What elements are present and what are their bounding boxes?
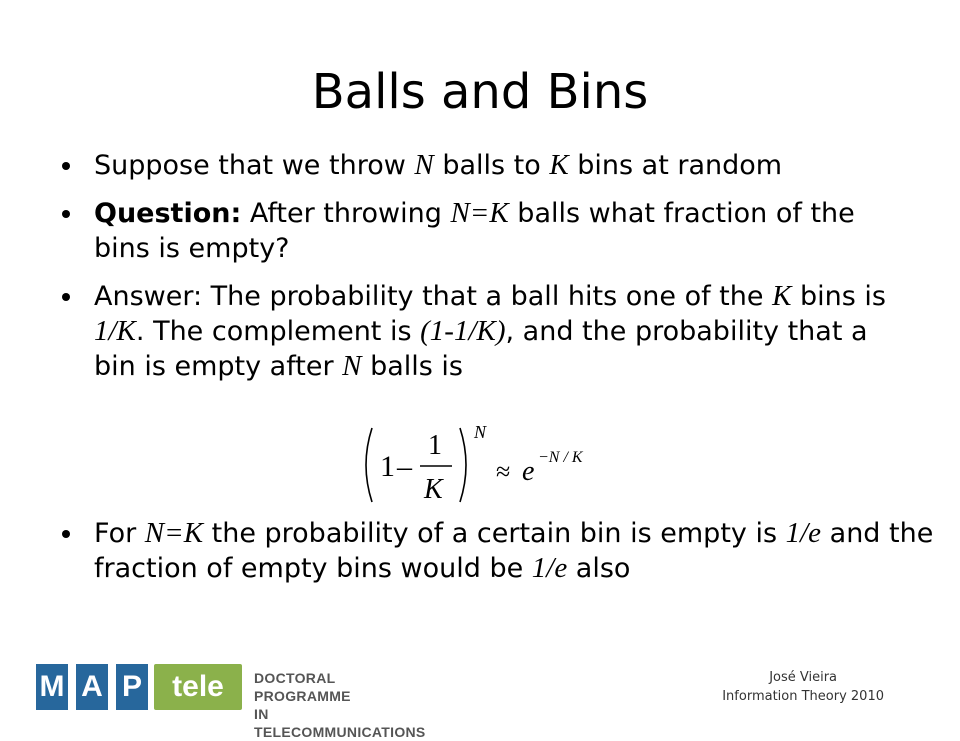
logo-line-2: IN TELECOMMUNICATIONS: [254, 706, 426, 740]
text: bins at random: [568, 150, 783, 181]
formula-one: 1: [380, 450, 395, 483]
formula-numerator: 1: [428, 430, 442, 461]
logo-letter-p: P: [116, 664, 148, 710]
logo-line-1: DOCTORAL PROGRAMME: [254, 670, 351, 704]
math-n-equals-k: N=K: [144, 517, 204, 549]
logo-letter-m: M: [36, 664, 68, 710]
text: balls is: [361, 351, 463, 382]
text: also: [567, 553, 631, 584]
text: Answer: The probability that a ball hits one of the: [94, 281, 773, 312]
logo-tele: tele: [154, 664, 242, 710]
text: balls to: [433, 150, 550, 181]
text: the probability of a certain bin is empty is: [203, 518, 786, 549]
math-k: K: [772, 280, 792, 312]
math-one-over-k: 1/K: [94, 315, 136, 347]
formula-denominator: K: [424, 474, 443, 505]
text: and the fraction of empty bins would be: [94, 518, 934, 584]
text: balls what fraction of the bins is empty?: [94, 198, 855, 264]
formula-exponent: N: [474, 422, 487, 442]
text: bins is: [791, 281, 886, 312]
logo-text: [254, 669, 426, 741]
math-complement: (1-1/K): [420, 315, 506, 347]
math-n-equals-k: N=K: [450, 197, 509, 229]
logo-letter-a: A: [76, 664, 108, 710]
formula-approx: ≈: [496, 457, 511, 486]
math-n: N: [342, 350, 362, 382]
footer-course: Information Theory 2010: [722, 689, 884, 704]
bullet-2: [58, 196, 898, 266]
text: . The complement is: [135, 316, 421, 347]
probability-formula: [360, 420, 600, 510]
bullet-list: [58, 148, 898, 397]
math-one-over-e: 1/e: [785, 517, 822, 549]
footer-credit: [722, 668, 884, 706]
right-paren: [460, 428, 466, 502]
text: For: [94, 518, 145, 549]
bullet-1: [58, 148, 898, 183]
formula-base: e: [522, 456, 535, 487]
formula-svg: [360, 420, 600, 510]
math-n: N: [414, 149, 434, 181]
text: , and the probability that a bin is empty after: [94, 316, 868, 382]
bullet-4: [58, 516, 934, 586]
math-k: K: [549, 149, 569, 181]
question-label: Question:: [94, 198, 242, 229]
slide-title: Balls and Bins: [311, 64, 649, 120]
bullet-3: [58, 279, 898, 384]
footer-author: José Vieira: [769, 670, 838, 685]
math-one-over-e: 1/e: [531, 552, 568, 584]
left-paren: [366, 428, 372, 502]
text: After throwing: [241, 198, 451, 229]
text: Suppose that we throw: [94, 150, 415, 181]
formula-minus: –: [397, 450, 412, 483]
maptele-logo: [36, 664, 426, 740]
formula-rhs-exponent: −N / K: [538, 449, 583, 466]
